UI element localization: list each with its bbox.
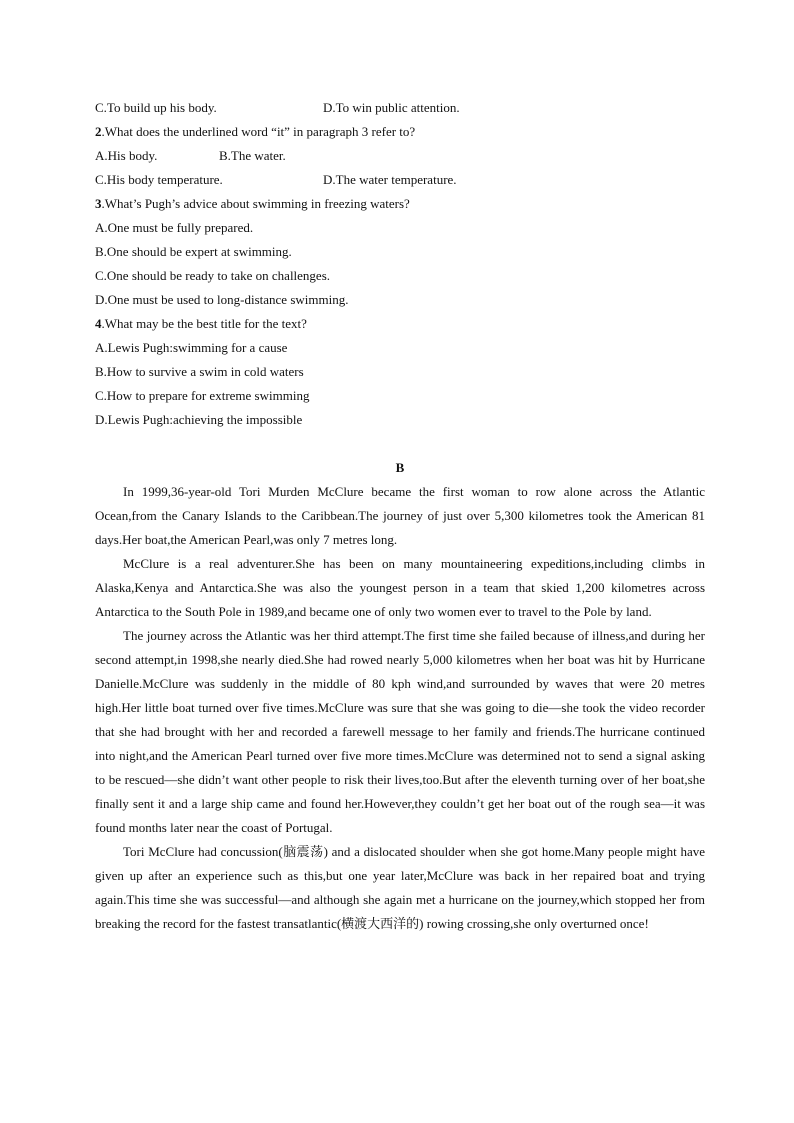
section-b-paragraph-4: Tori McClure had concussion(脑震荡) and a dislocated shoulder when she got home.Many people might have given up after an experience such as this,but one year later,McClure was back in her repaired boat and trying again.This time she was successful—and although she again met a hurricane on the journey,which stopped her from breaking the record for the fastest transatlantic(横渡大西洋的) rowing crossing,she only overturned once! bbox=[95, 844, 705, 931]
section-b-paragraph-2: McClure is a real adventurer.She has been on many mountaineering expeditions,including climbs in Alaska,Kenya and Antarctica.She was also the youngest person in a team that skied 1,200 kilometres across Antarctica to the South Pole in 1989,and became one of only two women ever to travel to the Pole by land. bbox=[95, 556, 705, 619]
q1-options-cd bbox=[95, 96, 705, 120]
section-b-title: B bbox=[395, 460, 405, 475]
q2-option-a[interactable]: A.His body. bbox=[95, 148, 158, 163]
q4-stem: .What may be the best title for the text? bbox=[101, 316, 307, 331]
q4-number: 4 bbox=[95, 316, 102, 331]
q2-options-ab bbox=[95, 144, 705, 168]
q3-stem: .What’s Pugh’s advice about swimming in freezing waters? bbox=[101, 196, 410, 211]
q4-stem-line bbox=[95, 312, 705, 336]
q2-number: 2 bbox=[95, 124, 102, 139]
q4-option-a[interactable]: A.Lewis Pugh:swimming for a cause bbox=[95, 340, 288, 355]
q2-stem-line bbox=[95, 120, 705, 144]
q4-option-c[interactable]: C.How to prepare for extreme swimming bbox=[95, 388, 310, 403]
q4-option-d[interactable]: D.Lewis Pugh:achieving the impossible bbox=[95, 412, 303, 427]
q2-option-b[interactable]: B.The water. bbox=[219, 148, 286, 163]
section-b-paragraph-3: The journey across the Atlantic was her third attempt.The first time she failed because of illness,and during her second attempt,in 1998,she nearly died.She had rowed nearly 5,000 kilometres when her boat was hit by Hurricane Danielle.McClure was suddenly in the middle of 80 kph wind,and surrounded by waves that were 20 metres high.Her little boat turned over five times.McClure was sure that she was going to die—she took the video recorder that she had brought with her and recorded a farewell message to her family and friends.The hurricane continued into night,and the American Pearl turned over five more times.McClure was determined not to send a signal asking to be rescued—she didn’t want other people to risk their lives,too.But after the eleventh turning over of her boat,she finally sent it and a large ship came and found her.However,they couldn’t get her boat out of the rough sea—it was found months later near the coast of Portugal. bbox=[95, 628, 705, 835]
q3-number: 3 bbox=[95, 196, 102, 211]
q3-option-b[interactable]: B.One should be expert at swimming. bbox=[95, 244, 292, 259]
q3-option-c[interactable]: C.One should be ready to take on challenges. bbox=[95, 268, 331, 283]
section-b-paragraph-1: In 1999,36-year-old Tori Murden McClure became the first woman to row alone across the Atlantic Ocean,from the Canary Islands to the Caribbean.The journey of just over 5,300 kilometres took the American 81 days.Her boat,the American Pearl,was only 7 metres long. bbox=[95, 484, 705, 547]
q3-option-d[interactable]: D.One must be used to long-distance swimming. bbox=[95, 292, 349, 307]
q3-option-a[interactable]: A.One must be fully prepared. bbox=[95, 220, 254, 235]
document-page bbox=[95, 96, 705, 936]
q1-option-d[interactable]: D.To win public attention. bbox=[323, 100, 460, 115]
q1-option-c[interactable]: C.To build up his body. bbox=[95, 100, 217, 115]
q3-stem-line bbox=[95, 192, 705, 216]
q2-option-d[interactable]: D.The water temperature. bbox=[323, 172, 457, 187]
q2-options-cd bbox=[95, 168, 705, 192]
q2-option-c[interactable]: C.His body temperature. bbox=[95, 172, 223, 187]
q2-stem: .What does the underlined word “it” in paragraph 3 refer to? bbox=[101, 124, 416, 139]
q4-option-b[interactable]: B.How to survive a swim in cold waters bbox=[95, 364, 304, 379]
